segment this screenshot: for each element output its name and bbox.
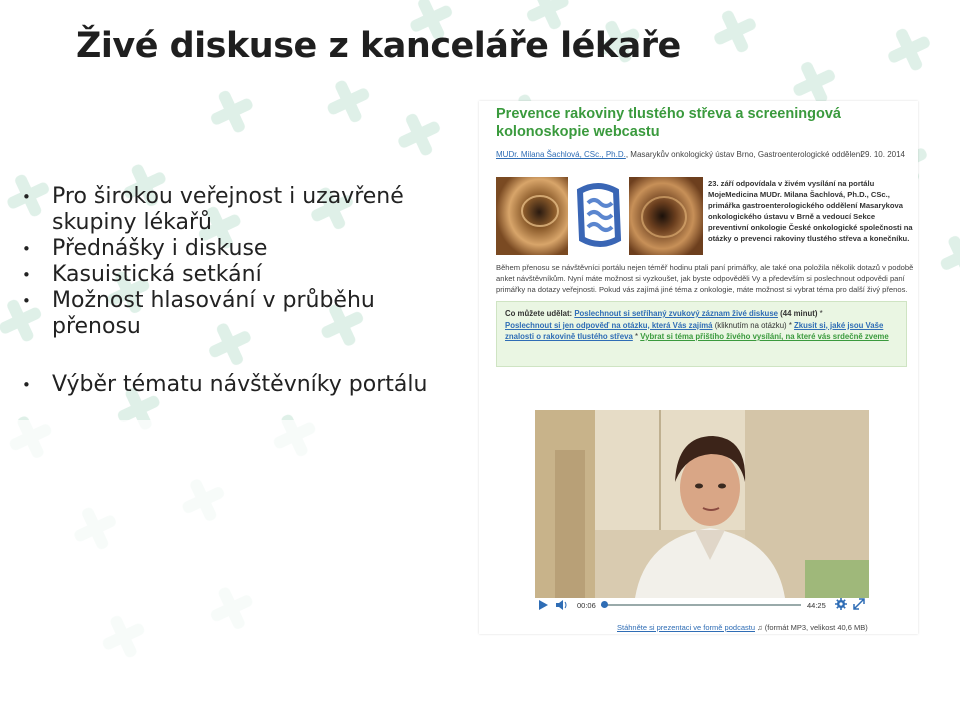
separator: *	[635, 332, 639, 341]
listen-answer-note: (kliknutím na otázku)	[714, 320, 787, 330]
article-title: Prevence rakoviny tlustého střeva a screeningová kolonoskopie webcastu	[496, 106, 841, 140]
bullet-list	[22, 184, 462, 398]
current-time: 00:06	[577, 601, 596, 610]
podcast-download-note: (formát MP3, velikost 40,6 MB)	[762, 623, 868, 632]
listen-recording-note: (44 minut)	[780, 309, 818, 318]
fullscreen-icon[interactable]	[853, 598, 865, 610]
vote-topic-link[interactable]: Vybrat si téma přištího živého vysílání, na které vás srdečně zveme	[640, 332, 889, 341]
seek-handle[interactable]	[601, 601, 608, 608]
listen-answer-link[interactable]: Poslechnout si jen odpověď na otázku, která Vás zajímá	[505, 320, 713, 330]
endoscopy-image-2	[629, 177, 703, 255]
seek-bar[interactable]	[601, 604, 801, 606]
webpage-screenshot	[479, 101, 918, 634]
music-note-icon: ♫	[757, 623, 763, 632]
separator: *	[819, 309, 823, 318]
author-affiliation: , Masarykův onkologický ústav Brno, Gastroenterologické oddělení	[625, 150, 863, 159]
article-summary: 23. září odpovídala v živém vysílání na portálu MojeMedicina MUDr. Milana Šachlová, Ph.D., CSc., primářka gastroenterologického oddělení Masarykova onkologického ústavu v Brně a vedoucí Sekce preventivní onkologie České onkologické společnosti na otázky o prevenci rakoviny tlustého střeva a konečníku.	[708, 179, 913, 243]
gear-icon[interactable]	[835, 598, 847, 610]
duration: 44:25	[807, 601, 826, 610]
bullet-item	[22, 236, 462, 262]
bullet-dot: •	[22, 376, 31, 394]
article-images	[496, 177, 703, 255]
bullet-dot: •	[22, 292, 31, 310]
bullet-text: Výběr tématu návštěvníky portálu	[52, 372, 428, 397]
bullet-text: Přednášky i diskuse	[52, 236, 268, 261]
actions-intro: Co můžete udělat:	[505, 309, 573, 318]
bullet-dot: •	[22, 188, 31, 206]
bullet-dot: •	[22, 240, 31, 258]
player-controls	[535, 598, 869, 612]
video-player[interactable]	[535, 410, 869, 598]
volume-icon[interactable]	[555, 599, 569, 611]
article-lead: Během přenosu se návštěvníci portálu nejen téměř hodinu ptali paní primářky, ale také ona položila několik dotazů v podobě anket návštěvníkům. Nyní máte možnost si vyzkoušet, jak byste odpověděli Vy a především si poslechnout odpovědi paní primářky na dotazy veřejnosti. Pokud vás zajímá jiné téma z onkologie, máte možnost si vybrat téma pro další živý přenos.	[496, 263, 914, 294]
article-meta	[496, 150, 911, 159]
podcast-download	[617, 623, 907, 632]
actions-box	[496, 301, 907, 367]
play-icon[interactable]	[538, 600, 548, 610]
bullet-dot: •	[22, 266, 31, 284]
bullet-text: Pro širokou veřejnost i uzavřené skupiny lékařů	[52, 184, 404, 235]
podcast-download-link[interactable]: Stáhněte si prezentaci ve formě podcastu	[617, 623, 755, 632]
bullet-item	[22, 288, 462, 340]
quiz-link[interactable]: Zkusit si, jaké jsou Vaše znalosti o rakovině tlustého střeva	[505, 320, 884, 341]
bullet-text: Možnost hlasování v průběhu přenosu	[52, 288, 375, 339]
slide-title: Živé diskuse z kanceláře lékaře	[76, 26, 681, 66]
bullet-item	[22, 184, 462, 236]
bullet-text: Kasuistická setkání	[52, 262, 262, 287]
listen-recording-link[interactable]: Poslechnout si setříhaný zvukový záznam živé diskuse	[574, 309, 778, 318]
article-date: 29. 10. 2014	[860, 150, 905, 159]
bullet-item	[22, 372, 462, 398]
separator: *	[788, 320, 792, 330]
bullet-item	[22, 262, 462, 288]
author-link[interactable]: MUDr. Milana Šachlová, CSc., Ph.D.	[496, 150, 626, 159]
